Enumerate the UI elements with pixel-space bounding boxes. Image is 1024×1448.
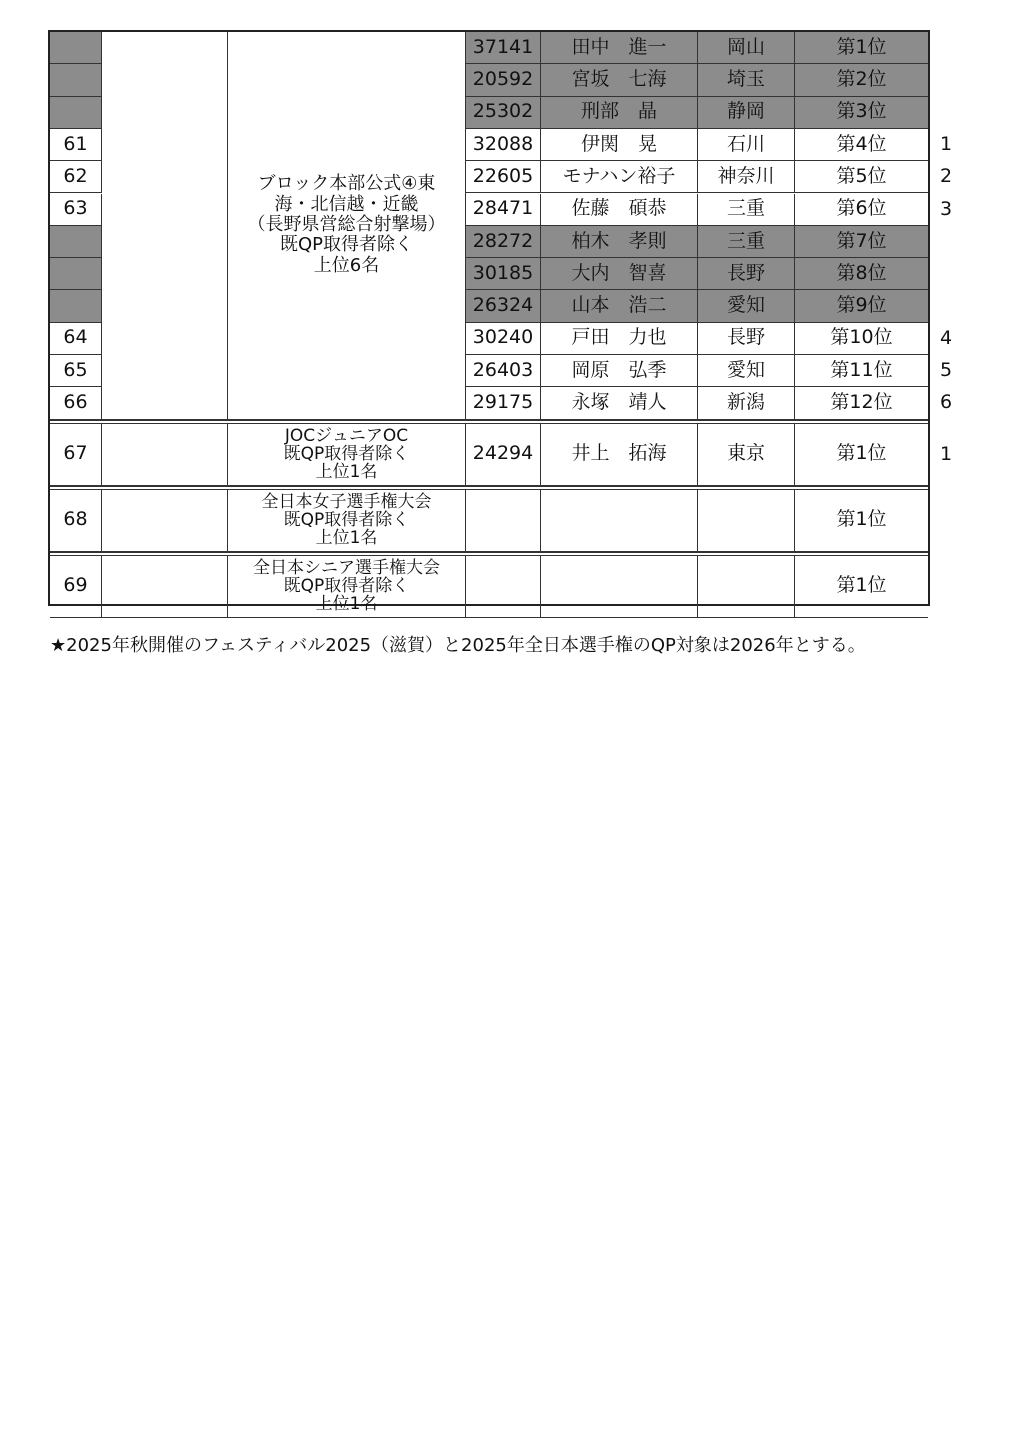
qualifier-count: 1 bbox=[939, 442, 953, 465]
player-name-cell: 伊関 晃 bbox=[541, 129, 698, 161]
player-id-cell bbox=[466, 556, 541, 618]
player-id-cell: 29175 bbox=[466, 387, 541, 419]
competition-text bbox=[262, 493, 432, 548]
competition-line: 海・北信越・近畿 bbox=[274, 193, 419, 215]
rank-cell: 第4位 bbox=[795, 129, 928, 161]
entry-number-cell bbox=[50, 32, 102, 64]
player-id-cell: 24294 bbox=[466, 424, 541, 486]
rank-cell: 第10位 bbox=[795, 323, 928, 355]
competition-line: 既QP取得者除く bbox=[283, 575, 410, 596]
competition-line: 全日本女子選手権大会 bbox=[261, 491, 432, 512]
entry-number-cell bbox=[50, 64, 102, 96]
prefecture-cell bbox=[698, 490, 795, 552]
event-date-cell bbox=[102, 32, 228, 420]
player-name-cell: 宮坂 七海 bbox=[541, 64, 698, 96]
entry-number-cell: 65 bbox=[50, 355, 102, 387]
rank-cell: 第12位 bbox=[795, 387, 928, 419]
competition-line: 上位1名 bbox=[315, 528, 378, 549]
prefecture-cell: 埼玉 bbox=[698, 64, 795, 96]
prefecture-cell: 岡山 bbox=[698, 32, 795, 64]
player-name-cell: 岡原 弘季 bbox=[541, 355, 698, 387]
competition-line: 既QP取得者除く bbox=[283, 443, 410, 464]
competition-cell bbox=[228, 556, 466, 618]
entry-number-cell: 63 bbox=[50, 194, 102, 226]
competition-cell bbox=[228, 490, 466, 552]
competition-line: ブロック本部公式④東 bbox=[257, 173, 436, 195]
competition-line: 上位1名 bbox=[315, 594, 378, 615]
prefecture-cell: 長野 bbox=[698, 323, 795, 355]
competition-cell bbox=[228, 424, 466, 486]
prefecture-cell: 三重 bbox=[698, 226, 795, 258]
competition-text bbox=[253, 559, 440, 614]
player-name-cell: 井上 拓海 bbox=[541, 424, 698, 486]
player-id-cell: 26403 bbox=[466, 355, 541, 387]
entry-number-cell: 64 bbox=[50, 323, 102, 355]
competition-text bbox=[248, 174, 446, 276]
player-id-cell: 37141 bbox=[466, 32, 541, 64]
player-name-cell: 戸田 力也 bbox=[541, 323, 698, 355]
prefecture-cell: 静岡 bbox=[698, 97, 795, 129]
entry-number-cell: 62 bbox=[50, 161, 102, 193]
rank-cell: 第2位 bbox=[795, 64, 928, 96]
rank-cell: 第7位 bbox=[795, 226, 928, 258]
prefecture-cell: 石川 bbox=[698, 129, 795, 161]
player-id-cell: 32088 bbox=[466, 129, 541, 161]
player-name-cell: 田中 進一 bbox=[541, 32, 698, 64]
competition-line: 既QP取得者除く bbox=[279, 234, 414, 256]
competition-cell bbox=[228, 32, 466, 420]
prefecture-cell bbox=[698, 556, 795, 618]
player-name-cell: 永塚 靖人 bbox=[541, 387, 698, 419]
entry-number-cell bbox=[50, 258, 102, 290]
player-id-cell: 22605 bbox=[466, 161, 541, 193]
player-name-cell: 刑部 晶 bbox=[541, 97, 698, 129]
entry-number-cell: 67 bbox=[50, 424, 102, 486]
qualifier-count: 6 bbox=[939, 391, 953, 414]
competition-line: JOCジュニアOC bbox=[284, 425, 409, 446]
event-date-cell bbox=[102, 556, 228, 618]
player-name-cell: 佐藤 碩恭 bbox=[541, 194, 698, 226]
prefecture-cell: 長野 bbox=[698, 258, 795, 290]
player-id-cell: 30185 bbox=[466, 258, 541, 290]
player-id-cell: 20592 bbox=[466, 64, 541, 96]
player-name-cell bbox=[541, 556, 698, 618]
entry-number-cell: 68 bbox=[50, 490, 102, 552]
entry-number-cell bbox=[50, 226, 102, 258]
rank-cell: 第1位 bbox=[795, 490, 928, 552]
rank-cell: 第1位 bbox=[795, 556, 928, 618]
competition-line: 既QP取得者除く bbox=[283, 509, 410, 530]
qualifier-count: 3 bbox=[939, 197, 953, 220]
qualification-table bbox=[48, 30, 930, 615]
rank-cell: 第3位 bbox=[795, 97, 928, 129]
entry-number-cell: 61 bbox=[50, 129, 102, 161]
player-name-cell: モナハン裕子 bbox=[541, 161, 698, 193]
prefecture-cell: 愛知 bbox=[698, 355, 795, 387]
prefecture-cell: 愛知 bbox=[698, 290, 795, 322]
event-date-cell bbox=[102, 490, 228, 552]
rank-cell: 第11位 bbox=[795, 355, 928, 387]
entry-number-cell bbox=[50, 290, 102, 322]
prefecture-cell: 新潟 bbox=[698, 387, 795, 419]
rank-cell: 第8位 bbox=[795, 258, 928, 290]
prefecture-cell: 東京 bbox=[698, 424, 795, 486]
competition-text bbox=[284, 427, 410, 482]
competition-line: （長野県営総合射撃場） bbox=[247, 214, 446, 236]
rank-cell: 第1位 bbox=[795, 32, 928, 64]
player-id-cell: 26324 bbox=[466, 290, 541, 322]
player-id-cell: 28471 bbox=[466, 194, 541, 226]
qualifier-count: 4 bbox=[939, 326, 953, 349]
player-name-cell bbox=[541, 490, 698, 552]
rank-cell: 第9位 bbox=[795, 290, 928, 322]
entry-number-cell bbox=[50, 97, 102, 129]
rank-cell: 第1位 bbox=[795, 424, 928, 486]
footnote: ★2025年秋開催のフェスティバル2025（滋賀）と2025年全日本選手権のQP対象は2026年とする。 bbox=[50, 635, 866, 656]
entry-number-cell: 69 bbox=[50, 556, 102, 618]
prefecture-cell: 三重 bbox=[698, 194, 795, 226]
player-id-cell: 28272 bbox=[466, 226, 541, 258]
player-id-cell bbox=[466, 490, 541, 552]
player-id-cell: 30240 bbox=[466, 323, 541, 355]
player-name-cell: 柏木 孝則 bbox=[541, 226, 698, 258]
event-date-cell bbox=[102, 424, 228, 486]
player-id-cell: 25302 bbox=[466, 97, 541, 129]
competition-line: 全日本シニア選手権大会 bbox=[253, 557, 440, 578]
competition-line: 上位1名 bbox=[315, 462, 378, 483]
entry-number-cell: 66 bbox=[50, 387, 102, 419]
player-name-cell: 大内 智喜 bbox=[541, 258, 698, 290]
rank-cell: 第5位 bbox=[795, 161, 928, 193]
player-name-cell: 山本 浩二 bbox=[541, 290, 698, 322]
prefecture-cell: 神奈川 bbox=[698, 161, 795, 193]
qualifier-count: 5 bbox=[939, 359, 953, 382]
competition-line: 上位6名 bbox=[313, 254, 380, 276]
qualifier-count: 2 bbox=[939, 165, 953, 188]
rank-cell: 第6位 bbox=[795, 194, 928, 226]
qualifier-count: 1 bbox=[939, 133, 953, 156]
